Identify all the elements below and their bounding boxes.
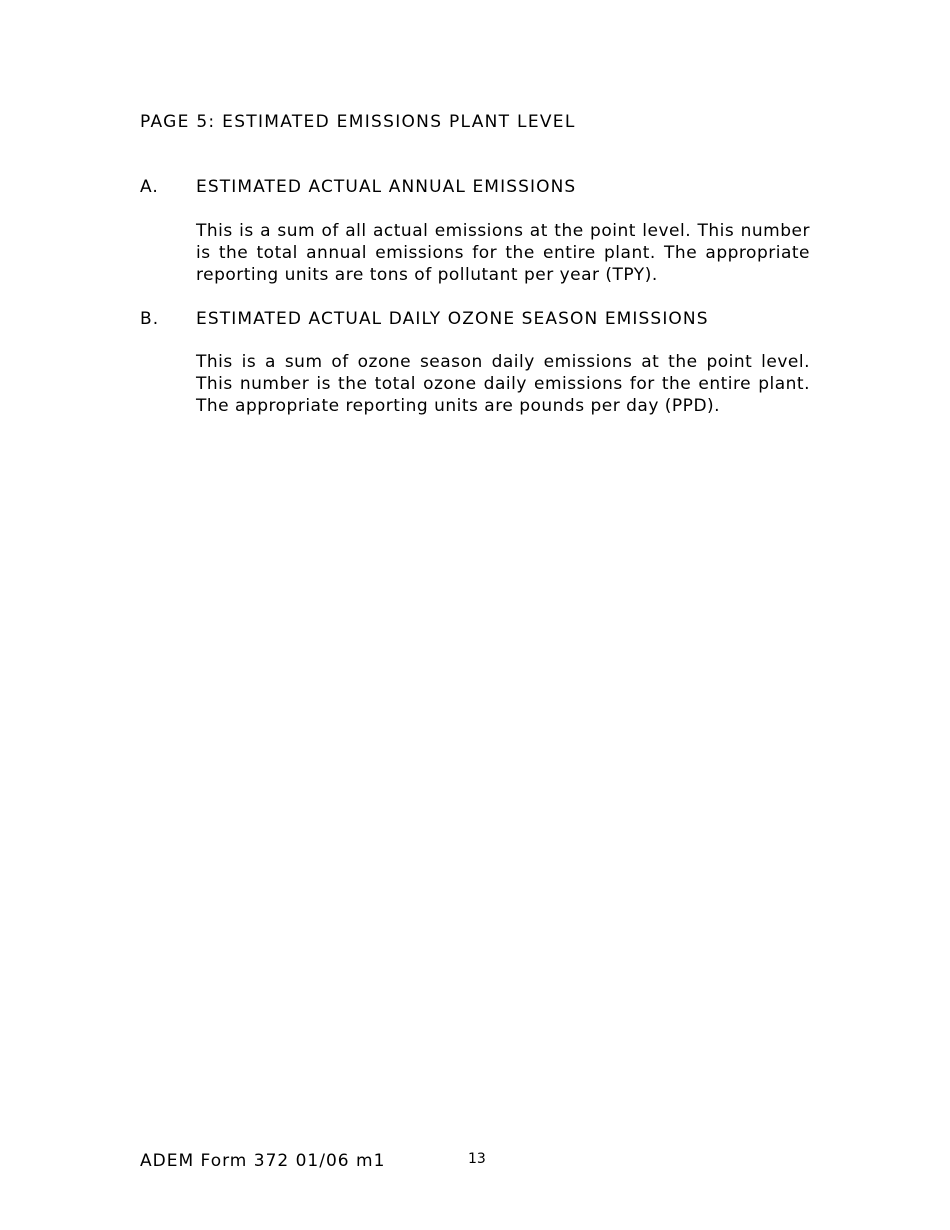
page-heading: PAGE 5: ESTIMATED EMISSIONS PLANT LEVEL bbox=[140, 112, 576, 132]
section-b-letter: B. bbox=[140, 309, 160, 329]
section-b-title: ESTIMATED ACTUAL DAILY OZONE SEASON EMISSIONS bbox=[196, 309, 709, 329]
section-a-letter: A. bbox=[140, 177, 159, 197]
section-b-body: This is a sum of ozone season daily emissions at the point level. This number is the total ozone daily emissions for the entire plant. The appropriate reporting units are pounds per day (PPD). bbox=[196, 352, 810, 416]
section-a-body: This is a sum of all actual emissions at the point level. This number is the total annual emissions for the entire plant. The appropriate reporting units are tons of pollutant per year (TPY). bbox=[196, 221, 810, 285]
page-number: 13 bbox=[468, 1151, 486, 1167]
section-a-title: ESTIMATED ACTUAL ANNUAL EMISSIONS bbox=[196, 177, 577, 197]
footer-form-id: ADEM Form 372 01/06 m1 bbox=[140, 1151, 386, 1171]
